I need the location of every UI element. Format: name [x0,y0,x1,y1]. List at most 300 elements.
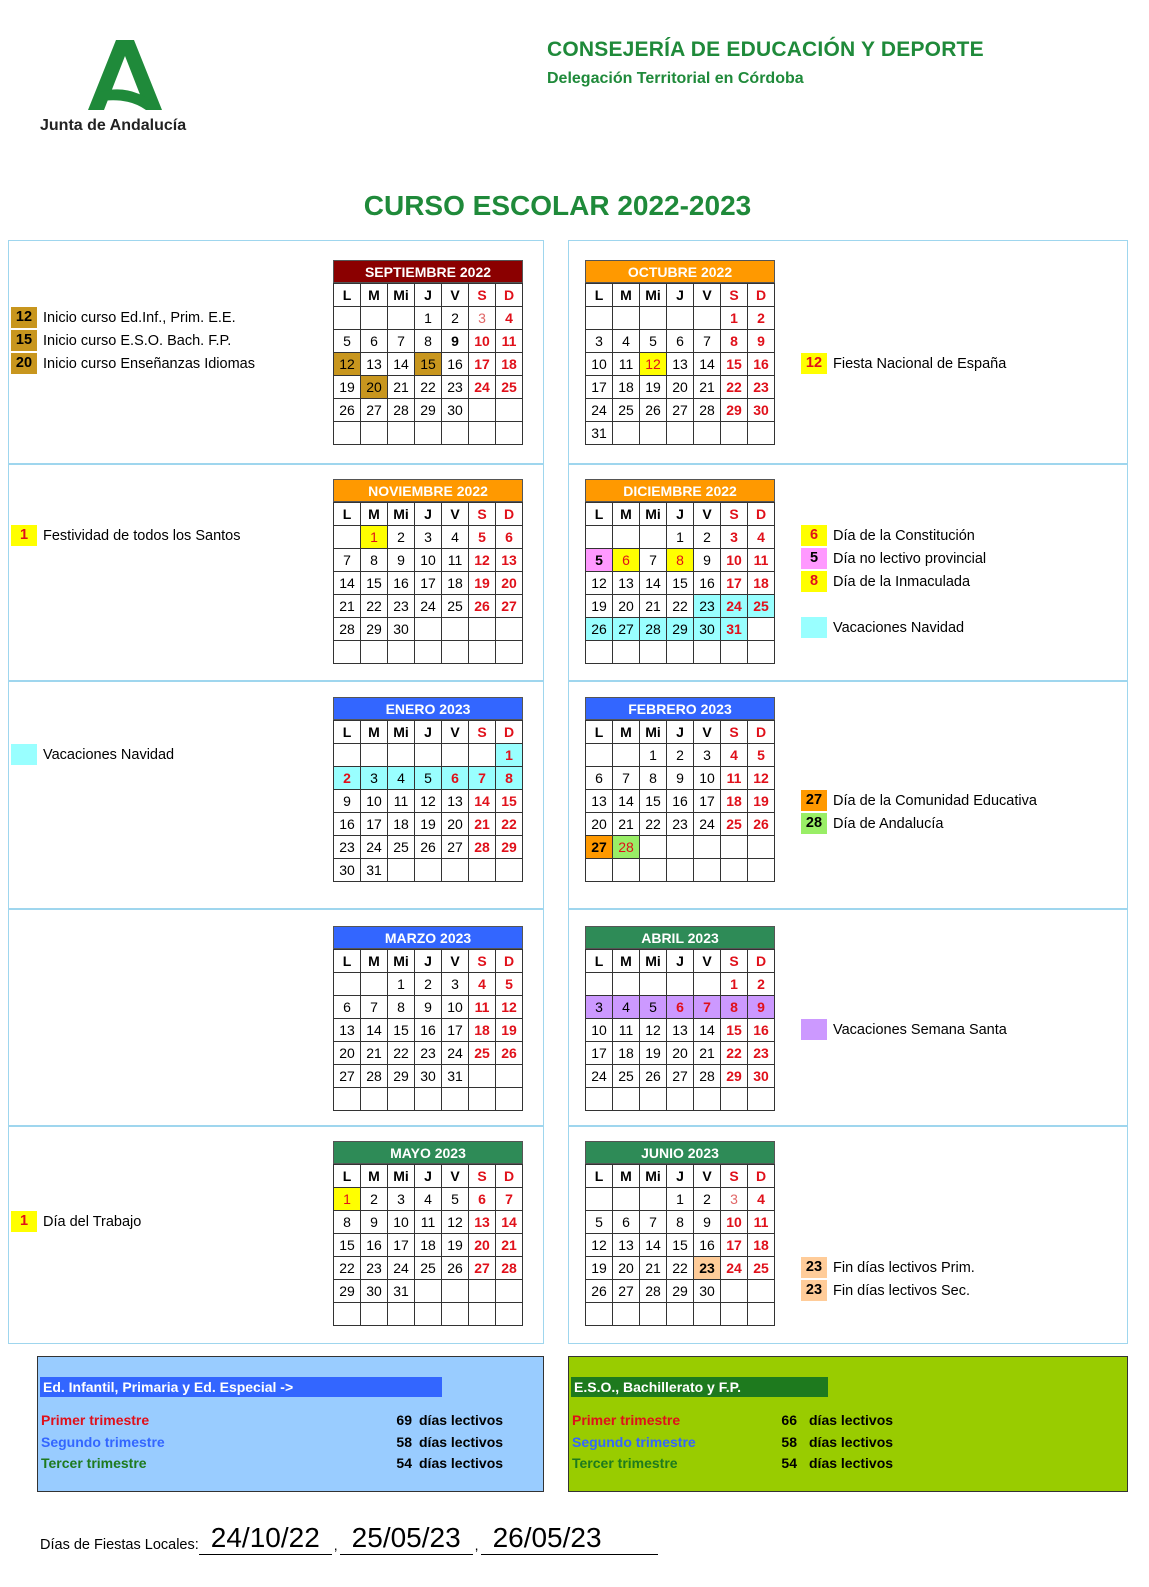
day-cell: 17 [721,1234,748,1257]
empty-cell [361,641,388,664]
day-cell: 7 [694,996,721,1019]
day-cell: 15 [334,1234,361,1257]
month-header: OCTUBRE 2022 [585,260,775,283]
day-cell: 10 [721,1211,748,1234]
day-cell: 13 [496,549,523,572]
day-cell: 21 [613,813,640,836]
weekday-header: S [721,950,748,973]
weekday-header: S [469,284,496,307]
day-cell: 26 [640,399,667,422]
empty-cell [415,1088,442,1111]
day-cell: 23 [442,376,469,399]
day-cell: 28 [388,399,415,422]
legend-label: Inicio curso Ed.Inf., Prim. E.E. [43,309,236,326]
legend-septiembre [11,306,255,375]
legend-label: Inicio curso E.S.O. Bach. F.P. [43,332,232,349]
day-cell: 6 [667,330,694,353]
empty-cell [496,618,523,641]
day-cell: 5 [640,996,667,1019]
empty-cell [667,641,694,664]
weekday-header: D [496,721,523,744]
day-cell: 6 [496,526,523,549]
weekday-header: D [496,284,523,307]
day-cell: 31 [388,1280,415,1303]
day-cell: 28 [640,1280,667,1303]
trimestre-label: Tercer trimestre [41,1455,147,1471]
day-cell: 21 [469,813,496,836]
legend-mayo [11,1210,141,1233]
day-cell: 23 [361,1257,388,1280]
day-cell: 30 [694,1280,721,1303]
day-cell: 5 [442,1188,469,1211]
row-divider [8,463,544,465]
empty-cell [496,641,523,664]
day-cell: 20 [496,572,523,595]
day-cell: 29 [415,399,442,422]
day-cell: 24 [586,1065,613,1088]
empty-cell [613,641,640,664]
dias-unit: días lectivos [419,1412,504,1428]
empty-cell [388,641,415,664]
weekday-header: Mi [640,1165,667,1188]
day-cell: 24 [586,399,613,422]
day-cell: 11 [388,790,415,813]
day-cell: 22 [667,595,694,618]
day-cell: 21 [694,376,721,399]
legend-item [801,352,1006,375]
empty-cell [469,399,496,422]
day-cell: 19 [415,813,442,836]
empty-cell [586,859,613,882]
summary-secundaria [568,1356,1128,1492]
day-cell: 29 [334,1280,361,1303]
empty-cell [496,859,523,882]
day-cell: 25 [496,376,523,399]
month-grid [585,949,775,1111]
month-calendar [585,697,775,882]
day-cell: 8 [721,330,748,353]
legend-swatch: 5 [801,548,827,569]
day-cell: 20 [469,1234,496,1257]
trimestre-label: Primer trimestre [41,1412,150,1428]
legend-label: Vacaciones Navidad [43,746,175,763]
day-cell: 4 [388,767,415,790]
day-cell: 18 [415,1234,442,1257]
day-cell: 6 [667,996,694,1019]
day-cell: 12 [442,1211,469,1234]
weekday-header: J [667,1165,694,1188]
day-cell: 31 [442,1065,469,1088]
empty-cell [469,641,496,664]
date-separator: , [333,1537,338,1553]
empty-cell [667,422,694,445]
day-cell: 15 [721,353,748,376]
day-cell: 15 [361,572,388,595]
day-cell: 23 [667,813,694,836]
day-cell: 18 [613,376,640,399]
weekday-header: Mi [388,721,415,744]
month-calendar [585,260,775,445]
day-cell: 18 [442,572,469,595]
day-cell: 18 [469,1019,496,1042]
day-cell: 13 [667,353,694,376]
date-separator: , [474,1537,479,1553]
day-cell: 12 [640,1019,667,1042]
day-cell: 11 [613,1019,640,1042]
empty-cell [496,1280,523,1303]
day-cell: 10 [415,549,442,572]
empty-cell [694,836,721,859]
day-cell: 20 [667,1042,694,1065]
empty-cell [667,859,694,882]
empty-cell [721,1303,748,1326]
day-cell: 23 [694,595,721,618]
month-header: MAYO 2023 [333,1141,523,1164]
dias-count: 54 [396,1455,412,1471]
day-cell: 20 [586,813,613,836]
day-cell: 6 [334,996,361,1019]
empty-cell [334,641,361,664]
empty-cell [334,744,361,767]
day-cell: 11 [748,549,775,572]
day-cell: 10 [721,549,748,572]
legend-label: Día de la Inmaculada [833,573,971,590]
day-cell: 27 [496,595,523,618]
day-cell: 24 [721,1257,748,1280]
day-cell: 4 [415,1188,442,1211]
legend-item [11,329,255,352]
day-cell: 11 [442,549,469,572]
day-cell: 9 [442,330,469,353]
weekday-header: M [361,721,388,744]
day-cell: 10 [694,767,721,790]
legend-swatch [11,744,37,765]
day-cell: 8 [361,549,388,572]
weekday-header: S [469,1165,496,1188]
day-cell: 15 [721,1019,748,1042]
day-cell: 5 [748,744,775,767]
day-cell: 14 [361,1019,388,1042]
day-cell: 4 [496,307,523,330]
empty-cell [694,641,721,664]
day-cell: 25 [613,399,640,422]
weekday-header: L [586,284,613,307]
fiesta-local-date: 26/05/23 [481,1522,658,1555]
empty-cell [586,973,613,996]
day-cell: 22 [496,813,523,836]
empty-cell [442,744,469,767]
day-cell: 12 [640,353,667,376]
day-cell: 13 [613,572,640,595]
empty-cell [667,1303,694,1326]
day-cell: 26 [748,813,775,836]
day-cell: 26 [334,399,361,422]
junta-a-icon [86,40,164,112]
day-cell: 7 [469,767,496,790]
legend-enero [11,743,174,766]
day-cell: 3 [388,1188,415,1211]
empty-cell [388,1303,415,1326]
legend-item [801,812,1037,835]
day-cell: 10 [388,1211,415,1234]
weekday-header: Mi [388,1165,415,1188]
empty-cell [388,859,415,882]
day-cell: 19 [640,376,667,399]
summary-header: E.S.O., Bachillerato y F.P. [571,1377,828,1397]
legend-item [11,352,255,375]
day-cell: 27 [667,399,694,422]
day-cell: 25 [442,595,469,618]
legend-diciembre [801,524,986,639]
legend-label: Festividad de todos los Santos [43,527,241,544]
day-cell: 12 [469,549,496,572]
weekday-header: D [748,284,775,307]
empty-cell [415,618,442,641]
day-cell: 1 [667,1188,694,1211]
day-cell: 7 [496,1188,523,1211]
legend-swatch: 23 [801,1280,827,1301]
empty-cell [721,859,748,882]
day-cell: 6 [469,1188,496,1211]
month-calendar [333,697,523,882]
day-cell: 16 [667,790,694,813]
day-cell: 2 [694,526,721,549]
empty-cell [667,1088,694,1111]
day-cell: 15 [667,1234,694,1257]
empty-cell [586,1188,613,1211]
empty-cell [361,307,388,330]
day-cell: 30 [361,1280,388,1303]
org-name: CONSEJERÍA DE EDUCACIÓN Y DEPORTE [547,38,984,61]
day-cell: 16 [694,1234,721,1257]
empty-cell [640,1188,667,1211]
empty-cell [613,307,640,330]
empty-cell [496,422,523,445]
empty-cell [613,422,640,445]
day-cell: 16 [694,572,721,595]
weekday-header: V [694,950,721,973]
legend-swatch: 12 [11,307,37,328]
day-cell: 24 [361,836,388,859]
day-cell: 22 [721,376,748,399]
empty-cell [442,641,469,664]
day-cell: 7 [694,330,721,353]
day-cell: 1 [721,307,748,330]
legend-febrero [801,789,1037,835]
day-cell: 21 [694,1042,721,1065]
day-cell: 28 [334,618,361,641]
day-cell: 20 [334,1042,361,1065]
day-cell: 13 [586,790,613,813]
day-cell: 29 [361,618,388,641]
empty-cell [667,973,694,996]
day-cell: 23 [748,1042,775,1065]
empty-cell [469,744,496,767]
day-cell: 13 [667,1019,694,1042]
day-cell: 10 [442,996,469,1019]
day-cell: 1 [334,1188,361,1211]
day-cell: 1 [640,744,667,767]
weekday-header: M [361,1165,388,1188]
day-cell: 22 [415,376,442,399]
month-grid [333,720,523,882]
empty-cell [361,973,388,996]
day-cell: 12 [496,996,523,1019]
empty-cell [694,307,721,330]
month-grid [585,283,775,445]
month-calendar [585,1141,775,1326]
day-cell: 5 [469,526,496,549]
weekday-header: Mi [388,284,415,307]
day-cell: 4 [613,330,640,353]
empty-cell [361,1303,388,1326]
empty-cell [721,836,748,859]
month-calendar [585,479,775,664]
day-cell: 27 [613,618,640,641]
dias-unit: días lectivos [419,1434,504,1450]
day-cell: 17 [721,572,748,595]
day-cell: 29 [721,1065,748,1088]
day-cell: 19 [586,595,613,618]
legend-swatch: 12 [801,353,827,374]
trimestre-label: Primer trimestre [572,1412,681,1428]
day-cell: 11 [469,996,496,1019]
empty-cell [361,744,388,767]
weekday-header: M [613,284,640,307]
month-header: ABRIL 2023 [585,926,775,949]
empty-cell [361,422,388,445]
day-cell: 23 [388,595,415,618]
legend-swatch: 1 [11,525,37,546]
day-cell: 26 [469,595,496,618]
weekday-header: J [415,950,442,973]
empty-cell [640,973,667,996]
empty-cell [748,641,775,664]
day-cell: 2 [442,307,469,330]
dias-unit: días lectivos [419,1455,504,1471]
weekday-header: V [694,721,721,744]
day-cell: 8 [721,996,748,1019]
dias-count: 54 [781,1455,797,1471]
day-cell: 27 [613,1280,640,1303]
weekday-header: V [694,284,721,307]
day-cell: 9 [388,549,415,572]
empty-cell [694,973,721,996]
weekday-header: V [442,284,469,307]
empty-cell [748,1280,775,1303]
legend-label: Día del Trabajo [43,1213,142,1230]
weekday-header: J [415,284,442,307]
summary-primaria [37,1356,544,1492]
legend-item [801,593,986,616]
weekday-header: Mi [640,284,667,307]
day-cell: 17 [361,813,388,836]
empty-cell [334,526,361,549]
day-cell: 25 [748,1257,775,1280]
day-cell: 10 [361,790,388,813]
trimestre-label: Tercer trimestre [572,1455,678,1471]
weekday-header: J [415,1165,442,1188]
day-cell: 25 [613,1065,640,1088]
day-cell: 29 [496,836,523,859]
legend-item [801,524,986,547]
weekday-header: V [442,1165,469,1188]
empty-cell [415,744,442,767]
weekday-header: L [586,503,613,526]
row-divider [8,1125,544,1127]
empty-cell [388,307,415,330]
month-header: DICIEMBRE 2022 [585,479,775,502]
legend-label: Día de Andalucía [833,815,944,832]
day-cell: 2 [415,973,442,996]
fiesta-local-date: 25/05/23 [340,1522,473,1555]
day-cell: 12 [586,572,613,595]
day-cell: 27 [586,836,613,859]
day-cell: 3 [586,330,613,353]
legend-swatch: 15 [11,330,37,351]
weekday-header: J [667,284,694,307]
weekday-header: V [442,503,469,526]
day-cell: 30 [334,859,361,882]
weekday-header: Mi [640,503,667,526]
fiestas-locales [40,1522,658,1555]
day-cell: 17 [586,1042,613,1065]
day-cell: 14 [613,790,640,813]
day-cell: 28 [613,836,640,859]
empty-cell [415,1280,442,1303]
day-cell: 21 [361,1042,388,1065]
weekday-header: M [361,503,388,526]
day-cell: 30 [415,1065,442,1088]
day-cell: 14 [694,353,721,376]
day-cell: 2 [748,973,775,996]
weekday-header: S [721,1165,748,1188]
day-cell: 9 [334,790,361,813]
day-cell: 5 [334,330,361,353]
day-cell: 26 [415,836,442,859]
day-cell: 21 [640,595,667,618]
day-cell: 29 [721,399,748,422]
weekday-header: J [667,721,694,744]
legend-octubre [801,352,1006,375]
day-cell: 3 [721,1188,748,1211]
day-cell: 14 [694,1019,721,1042]
day-cell: 9 [748,330,775,353]
day-cell: 16 [748,1019,775,1042]
day-cell: 2 [694,1188,721,1211]
junta-logo [40,40,220,140]
day-cell: 25 [415,1257,442,1280]
day-cell: 29 [667,618,694,641]
day-cell: 28 [694,1065,721,1088]
day-cell: 19 [586,1257,613,1280]
empty-cell [334,1088,361,1111]
weekday-header: M [613,1165,640,1188]
day-cell: 19 [748,790,775,813]
empty-cell [586,526,613,549]
day-cell: 12 [748,767,775,790]
empty-cell [640,526,667,549]
day-cell: 27 [334,1065,361,1088]
month-grid [585,720,775,882]
empty-cell [469,1088,496,1111]
day-cell: 25 [748,595,775,618]
row-divider [568,1125,1128,1127]
empty-cell [469,618,496,641]
day-cell: 26 [586,618,613,641]
weekday-header: J [667,950,694,973]
weekday-header: V [694,503,721,526]
